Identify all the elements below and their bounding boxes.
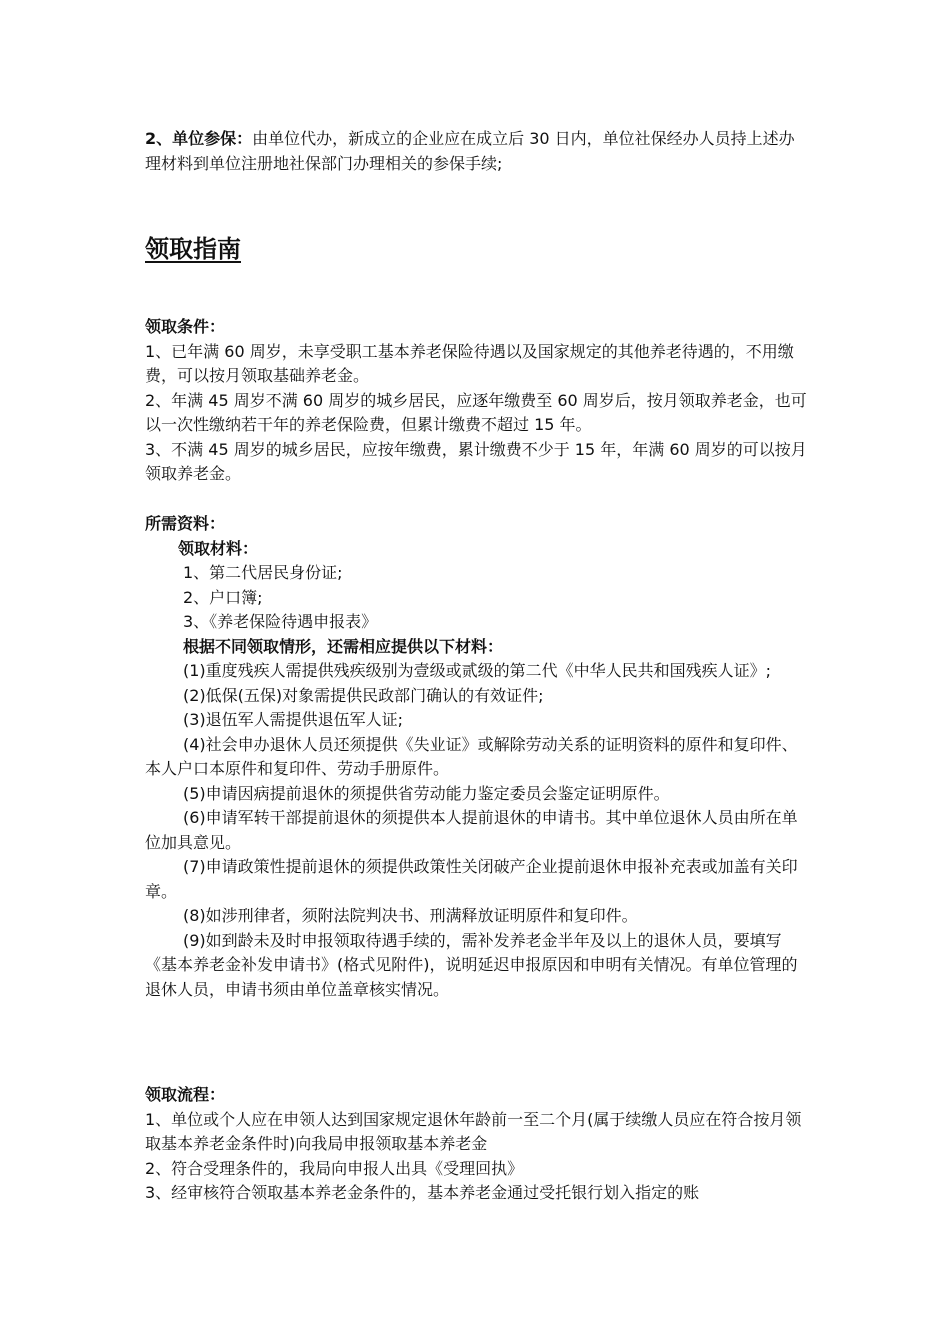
- extra-material-item: (4)社会申办退休人员还须提供《失业证》或解除劳动关系的证明资料的原件和复印件、本人户口本原件和复印件、劳动手册原件。: [145, 734, 798, 778]
- intro-text: 由单位代办，新成立的企业应在成立后 30 日内，单位社保经办人员持上述办理材料到单位注册地社保部门办理相关的参保手续;: [145, 129, 795, 173]
- condition-item: 1、已年满 60 周岁，未享受职工基本养老保险待遇以及国家规定的其他养老待遇的，不用缴费，可以按月领取基础养老金。: [145, 341, 794, 385]
- extra-material-item: (8)如涉刑律者，须附法院判决书、刑满释放证明原件和复印件。: [183, 906, 638, 925]
- material-item: 3、《养老保险待遇申报表》: [183, 612, 378, 631]
- materials-heading: 所需资料：: [145, 514, 226, 533]
- materials-sub-heading: 领取材料：: [178, 538, 259, 558]
- materials-section: [145, 512, 810, 1002]
- extra-material-item: (5)申请因病提前退休的须提供省劳动能力鉴定委员会鉴定证明原件。: [183, 783, 670, 803]
- process-item: 2、符合受理条件的，我局向申报人出具《受理回执》: [145, 1158, 524, 1178]
- material-item: 1、第二代居民身份证;: [183, 563, 343, 582]
- extra-material-item: (6)申请军转干部提前退休的须提供本人提前退休的申请书。其中单位退休人员由所在单位加具意见。: [145, 808, 798, 852]
- process-section: [145, 1083, 810, 1206]
- condition-item: 3、不满 45 周岁的城乡居民，应按年缴费，累计缴费不少于 15 年，年满 60 周岁的可以按月领取养老金。: [145, 439, 807, 483]
- material-item: 2、户口簿;: [183, 587, 263, 607]
- conditions-heading: 领取条件：: [145, 317, 226, 336]
- extra-material-item: (9)如到龄未及时申报领取待遇手续的，需补发养老金半年及以上的退休人员，要填写《基本养老金补发申请书》(格式见附件)，说明延迟申报原因和申明有关情况。有单位管理的退休人员，申请书须由单位盖章核实情况。: [145, 930, 798, 999]
- extra-material-item: (1)重度残疾人需提供残疾级别为壹级或贰级的第二代《中华人民共和国残疾人证》;: [183, 661, 772, 680]
- extra-materials-heading: 根据不同领取情形，还需相应提供以下材料：: [183, 636, 504, 656]
- condition-item: 2、年满 45 周岁不满 60 周岁的城乡居民，应逐年缴费至 60 周岁后，按月领取养老金，也可以一次性缴纳若干年的养老保险费，但累计缴费不超过 15 年。: [145, 390, 807, 434]
- intro-label: 2、单位参保：: [145, 129, 253, 148]
- process-item: 3、经审核符合领取基本养老金条件的，基本养老金通过受托银行划入指定的账: [145, 1183, 700, 1202]
- extra-material-item: (2)低保(五保)对象需提供民政部门确认的有效证件;: [183, 685, 544, 705]
- extra-material-item: (3)退伍军人需提供退伍军人证;: [183, 710, 404, 729]
- intro-paragraph: [145, 127, 810, 176]
- process-heading: 领取流程：: [145, 1085, 226, 1104]
- section-title: 领取指南: [145, 235, 241, 263]
- extra-material-item: (7)申请政策性提前退休的须提供政策性关闭破产企业提前退休申报补充表或加盖有关印章。: [145, 857, 798, 901]
- conditions-section: [145, 315, 810, 487]
- process-item: 1、单位或个人应在申领人达到国家规定退休年龄前一至二个月(属于续缴人员应在符合按月领取基本养老金条件时)向我局申报领取基本养老金: [145, 1109, 802, 1153]
